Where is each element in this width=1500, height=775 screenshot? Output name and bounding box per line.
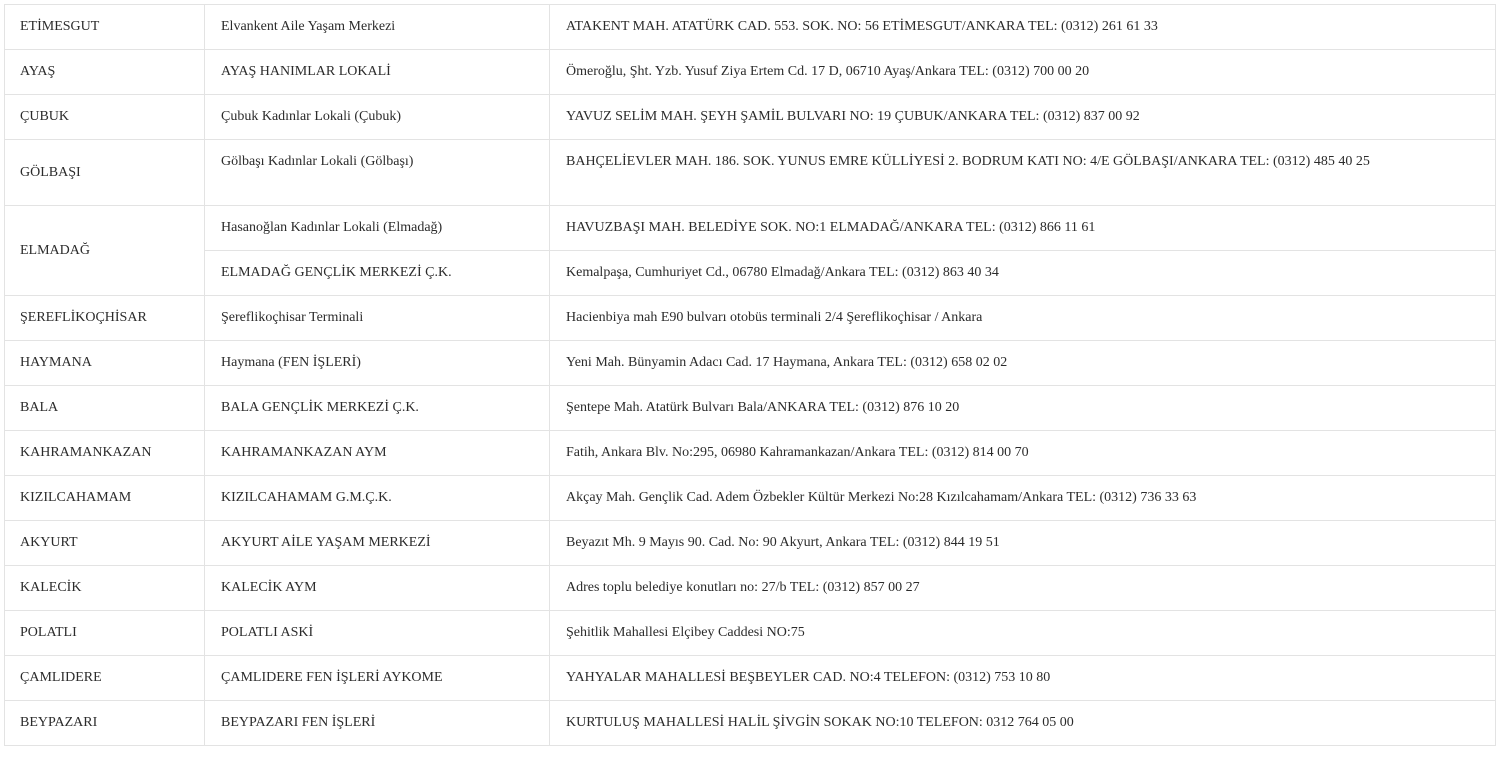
address-cell: Hacienbiya mah E90 bulvarı otobüs terminali 2/4 Şereflikoçhisar / Ankara: [550, 296, 1496, 341]
locations-table: [4, 4, 1496, 746]
venue-cell: Şereflikoçhisar Terminali: [205, 296, 550, 341]
venue-cell: KIZILCAHAMAM G.M.Ç.K.: [205, 476, 550, 521]
address-cell: Şentepe Mah. Atatürk Bulvarı Bala/ANKARA TEL: (0312) 876 10 20: [550, 386, 1496, 431]
table-row: [5, 611, 1496, 656]
address-cell: HAVUZBAŞI MAH. BELEDİYE SOK. NO:1 ELMADAĞ/ANKARA TEL: (0312) 866 11 61: [550, 206, 1496, 251]
district-cell: ETİMESGUT: [5, 5, 205, 50]
district-cell: ÇAMLIDERE: [5, 656, 205, 701]
locations-table-body: [5, 5, 1496, 746]
district-cell: ÇUBUK: [5, 95, 205, 140]
district-cell: AKYURT: [5, 521, 205, 566]
venue-cell: Elvankent Aile Yaşam Merkezi: [205, 5, 550, 50]
district-cell: AYAŞ: [5, 50, 205, 95]
table-row: [5, 95, 1496, 140]
table-row: [5, 476, 1496, 521]
district-cell: ŞEREFLİKOÇHİSAR: [5, 296, 205, 341]
venue-cell: BEYPAZARI FEN İŞLERİ: [205, 701, 550, 746]
address-cell: Yeni Mah. Bünyamin Adacı Cad. 17 Haymana, Ankara TEL: (0312) 658 02 02: [550, 341, 1496, 386]
venue-cell: Haymana (FEN İŞLERİ): [205, 341, 550, 386]
venue-cell: Çubuk Kadınlar Lokali (Çubuk): [205, 95, 550, 140]
district-cell: BEYPAZARI: [5, 701, 205, 746]
district-cell: KIZILCAHAMAM: [5, 476, 205, 521]
address-cell: Beyazıt Mh. 9 Mayıs 90. Cad. No: 90 Akyurt, Ankara TEL: (0312) 844 19 51: [550, 521, 1496, 566]
table-row: [5, 296, 1496, 341]
address-cell: ATAKENT MAH. ATATÜRK CAD. 553. SOK. NO: 56 ETİMESGUT/ANKARA TEL: (0312) 261 61 33: [550, 5, 1496, 50]
venue-cell: AYAŞ HANIMLAR LOKALİ: [205, 50, 550, 95]
table-row: [5, 386, 1496, 431]
venue-cell: AKYURT AİLE YAŞAM MERKEZİ: [205, 521, 550, 566]
table-row: [5, 341, 1496, 386]
venue-cell: ÇAMLIDERE FEN İŞLERİ AYKOME: [205, 656, 550, 701]
address-cell: YAVUZ SELİM MAH. ŞEYH ŞAMİL BULVARI NO: 19 ÇUBUK/ANKARA TEL: (0312) 837 00 92: [550, 95, 1496, 140]
table-row: [5, 5, 1496, 50]
address-cell: Adres toplu belediye konutları no: 27/b TEL: (0312) 857 00 27: [550, 566, 1496, 611]
venue-cell: KAHRAMANKAZAN AYM: [205, 431, 550, 476]
table-row: [5, 701, 1496, 746]
table-row: [5, 566, 1496, 611]
district-cell: ELMADAĞ: [5, 206, 205, 296]
district-cell: POLATLI: [5, 611, 205, 656]
venue-cell: ELMADAĞ GENÇLİK MERKEZİ Ç.K.: [205, 251, 550, 296]
district-cell: KAHRAMANKAZAN: [5, 431, 205, 476]
address-cell: Ömeroğlu, Şht. Yzb. Yusuf Ziya Ertem Cd. 17 D, 06710 Ayaş/Ankara TEL: (0312) 700 00 20: [550, 50, 1496, 95]
address-cell: Akçay Mah. Gençlik Cad. Adem Özbekler Kültür Merkezi No:28 Kızılcahamam/Ankara TEL: (0312) 736 33 63: [550, 476, 1496, 521]
table-row: [5, 251, 1496, 296]
venue-cell: BALA GENÇLİK MERKEZİ Ç.K.: [205, 386, 550, 431]
table-row: [5, 431, 1496, 476]
address-cell: BAHÇELİEVLER MAH. 186. SOK. YUNUS EMRE KÜLLİYESİ 2. BODRUM KATI NO: 4/E GÖLBAŞI/ANKARA TEL: (0312) 485 40 25: [550, 140, 1496, 206]
table-row: [5, 206, 1496, 251]
address-cell: KURTULUŞ MAHALLESİ HALİL ŞİVGİN SOKAK NO:10 TELEFON: 0312 764 05 00: [550, 701, 1496, 746]
table-row: [5, 521, 1496, 566]
address-cell: YAHYALAR MAHALLESİ BEŞBEYLER CAD. NO:4 TELEFON: (0312) 753 10 80: [550, 656, 1496, 701]
venue-cell: KALECİK AYM: [205, 566, 550, 611]
venue-cell: Hasanoğlan Kadınlar Lokali (Elmadağ): [205, 206, 550, 251]
address-cell: Fatih, Ankara Blv. No:295, 06980 Kahramankazan/Ankara TEL: (0312) 814 00 70: [550, 431, 1496, 476]
venue-cell: Gölbaşı Kadınlar Lokali (Gölbaşı): [205, 140, 550, 206]
district-cell: BALA: [5, 386, 205, 431]
venue-cell: POLATLI ASKİ: [205, 611, 550, 656]
district-cell: HAYMANA: [5, 341, 205, 386]
address-cell: Kemalpaşa, Cumhuriyet Cd., 06780 Elmadağ/Ankara TEL: (0312) 863 40 34: [550, 251, 1496, 296]
table-row: [5, 656, 1496, 701]
district-cell: KALECİK: [5, 566, 205, 611]
district-cell: GÖLBAŞI: [5, 140, 205, 206]
address-cell: Şehitlik Mahallesi Elçibey Caddesi NO:75: [550, 611, 1496, 656]
table-row: [5, 50, 1496, 95]
table-row: [5, 140, 1496, 206]
